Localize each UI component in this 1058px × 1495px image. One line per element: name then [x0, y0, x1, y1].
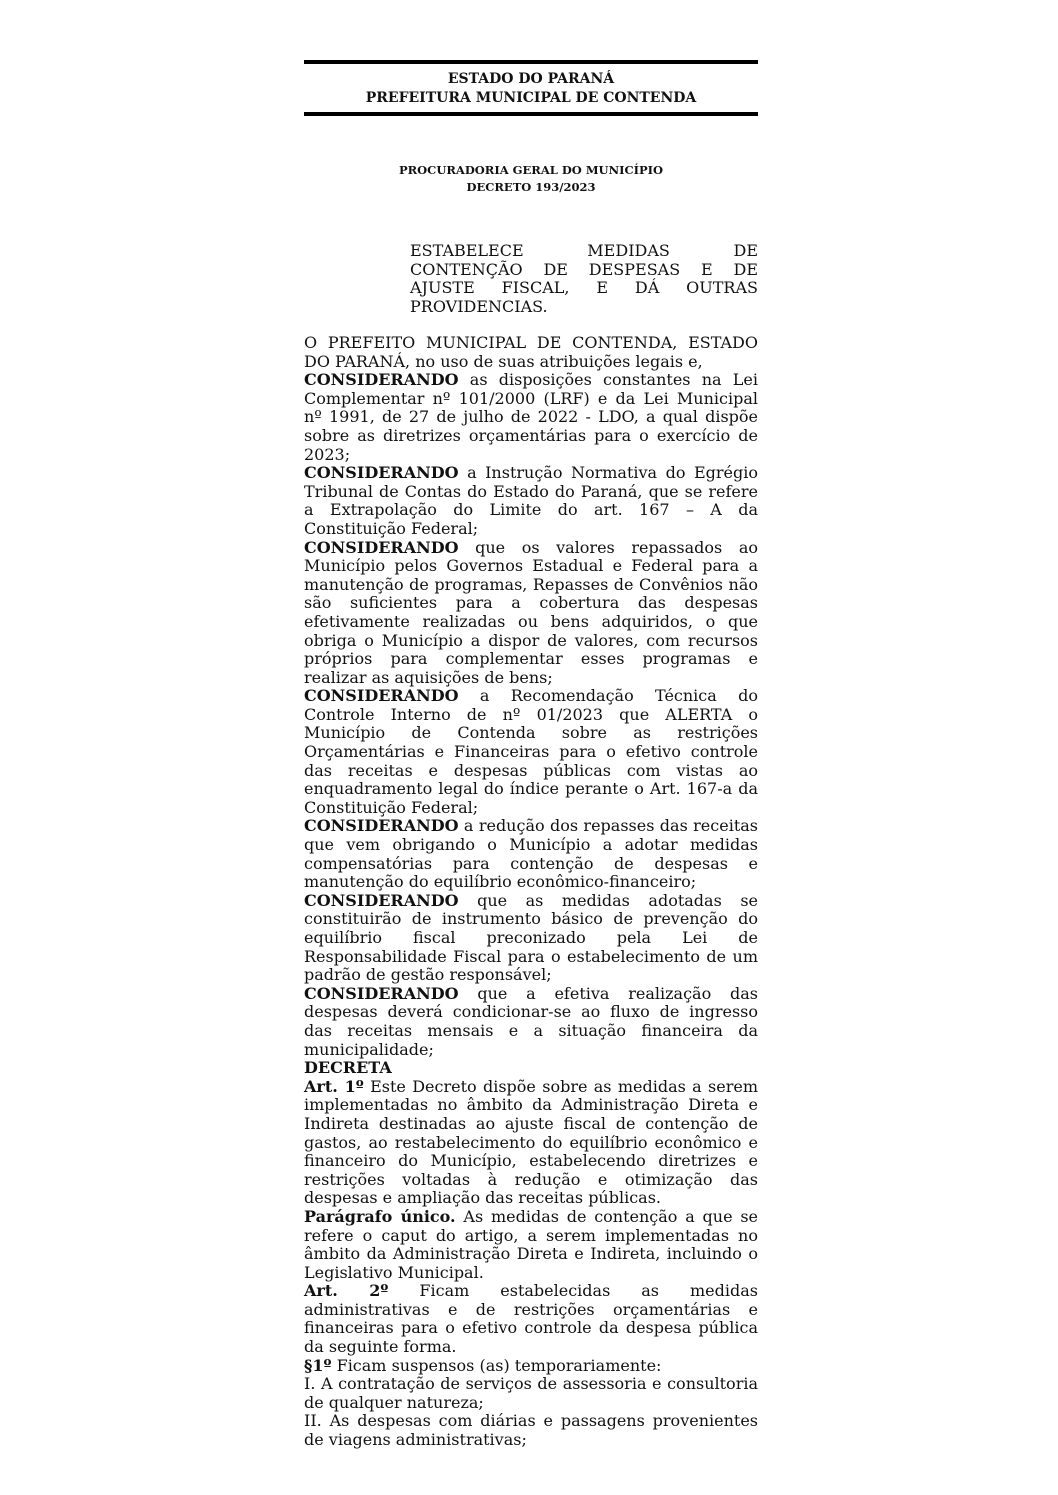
considerando-paragraph: [304, 687, 758, 817]
considerando-lead: CONSIDERANDO: [304, 686, 459, 706]
considerando-paragraph: [304, 985, 758, 1059]
section-1: [304, 1357, 758, 1376]
office-block: [304, 162, 758, 196]
ementa: ESTABELECE MEDIDAS DE CONTENÇÃO DE DESPESAS E DE AJUSTE FISCAL, E DÁ OUTRAS PROVIDENCIAS.: [410, 241, 758, 316]
considerando-text: as disposições constantes na Lei Complementar nº 101/2000 (LRF) e da Lei Municipal nº 1991, de 27 de julho de 2022 - LDO, a qual dispõe sobre as diretrizes orçamentárias para o exercício de 2023;: [304, 370, 758, 464]
considerando-text: a redução dos repasses das receitas que vem obrigando o Município a adotar medidas compensatórias para contenção de despesas e manutenção do equilíbrio econômico-financeiro;: [304, 816, 758, 892]
decreta-heading: DECRETA: [304, 1058, 392, 1078]
article-1-lead: Art. 1º: [304, 1076, 364, 1096]
considerando-text: que as medidas adotadas se constituirão de instrumento básico de prevenção do equilíbrio fiscal preconizado pela Lei de Responsabilidade Fiscal para o estabelecimento de um padrão de gestão responsável;: [304, 890, 758, 985]
considerando-lead: CONSIDERANDO: [304, 370, 459, 390]
sole-paragraph-text: As medidas de contenção a que se refere o caput do artigo, a serem implementadas no âmbito da Administração Direta e Indireta, incluindo o Legislativo Municipal.: [304, 1206, 759, 1282]
article-2: [304, 1282, 758, 1356]
considerando-lead: CONSIDERANDO: [304, 890, 459, 910]
considerando-paragraph: [304, 371, 758, 464]
considerando-paragraph: [304, 892, 758, 985]
considerando-text: a Recomendação Técnica do Controle Interno de nº 01/2023 que ALERTA o Município de Contenda sobre as restrições Orçamentárias e Financeiras para o efetivo controle das receitas e despesas públicas com vistas ao enquadramento legal do índice perante o Art. 167-a da Constituição Federal;: [304, 686, 758, 817]
cut-off-line: [304, 1452, 758, 1458]
considerando-text: a Instrução Normativa do Egrégio Tribunal de Contas do Estado do Paraná, que se refere a Extrapolação do Limite do art. 167 – A da Constituição Federal;: [304, 463, 758, 538]
article-2-lead: Art. 2º: [304, 1281, 389, 1301]
intro-paragraph: O PREFEITO MUNICIPAL DE CONTENDA, ESTADO DO PARANÁ, no uso de suas atribuições legais e,: [304, 333, 758, 371]
considerando-lead: CONSIDERANDO: [304, 463, 459, 483]
city-hall-name: PREFEITURA MUNICIPAL DE CONTENDA: [365, 90, 697, 106]
considerando-text: que a efetiva realização das despesas deverá condicionar-se ao fluxo de ingresso das receitas mensais e a situação financeira da municipalidade;: [304, 983, 758, 1059]
article-2-text: Ficam estabelecidas as medidas administrativas e de restrições orçamentárias e financeiras para o efetivo controle da despesa pública da seguinte forma.: [304, 1281, 758, 1357]
decree-number: DECRETO 193/2023: [466, 180, 596, 194]
document-page: [304, 60, 758, 1458]
document-body: [304, 334, 758, 1450]
list-item: I. A contratação de serviços de assessoria e consultoria de qualquer natureza;: [304, 1374, 758, 1412]
considerando-paragraph: [304, 817, 758, 891]
article-1-text: Este Decreto dispõe sobre as medidas a serem implementadas no âmbito da Administração Direta e Indireta destinadas ao ajuste fiscal de contenção de gastos, ao restabelecimento do equilíbrio econômico e financeiro do Município, estabelecendo diretrizes e restrições voltadas à redução e otimização das despesas e ampliação das receitas públicas.: [304, 1076, 759, 1208]
considerando-paragraph: [304, 464, 758, 538]
article-1: [304, 1078, 758, 1208]
section-1-lead: §1º: [304, 1355, 332, 1375]
considerando-lead: CONSIDERANDO: [304, 816, 459, 836]
considerando-paragraph: [304, 539, 758, 688]
sole-paragraph: [304, 1208, 758, 1282]
document-header: [304, 60, 758, 116]
office-name: PROCURADORIA GERAL DO MUNICÍPIO: [398, 163, 664, 177]
sole-paragraph-lead: Parágrafo único.: [304, 1206, 456, 1226]
section-1-text: Ficam suspensos (as) temporariamente:: [331, 1355, 662, 1375]
state-name: ESTADO DO PARANÁ: [447, 71, 615, 87]
considerando-lead: CONSIDERANDO: [304, 537, 459, 557]
considerando-text: que os valores repassados ao Município pelos Governos Estadual e Federal para a manutenção de programas, Repasses de Convênios não são suficientes para a cobertura das despesas efetivamente realizadas ou bens adquiridos, o que obriga o Município a dispor de valores, com recursos próprios para complementar esses programas e realizar as aquisições de bens;: [304, 537, 758, 687]
considerando-lead: CONSIDERANDO: [304, 983, 459, 1003]
list-item: II. As despesas com diárias e passagens provenientes de viagens administrativas;: [304, 1411, 758, 1450]
